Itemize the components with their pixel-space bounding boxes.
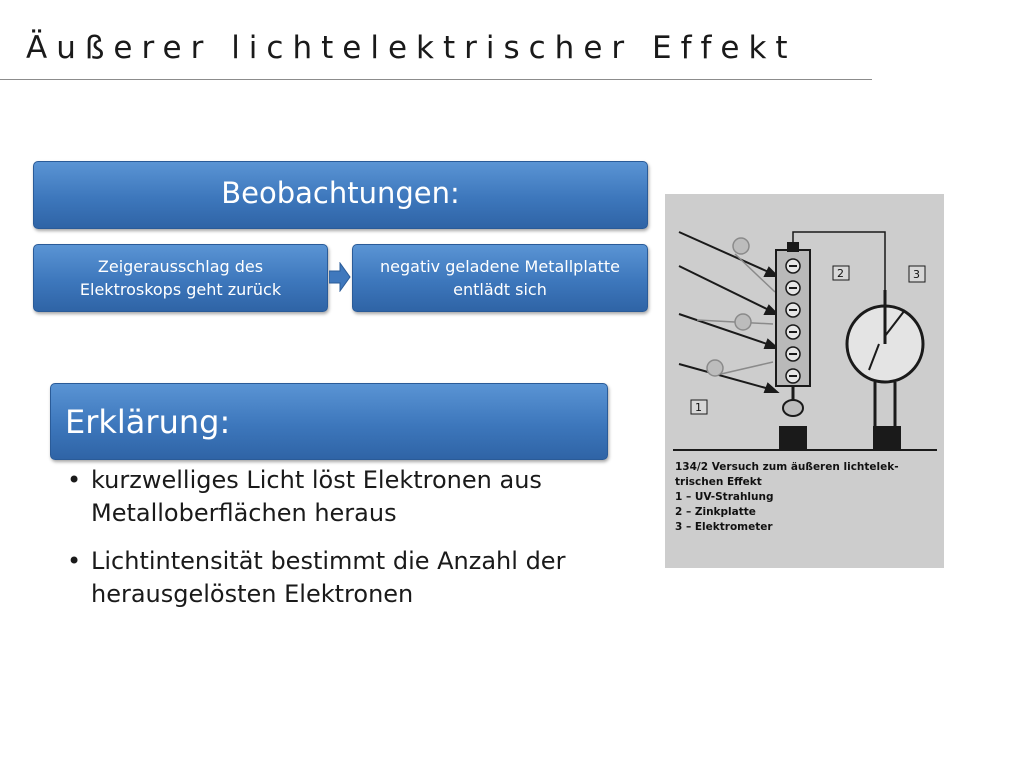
explanation-header-label: Erklärung:: [65, 402, 231, 441]
explanation-list: [67, 464, 607, 626]
caption-line: trischen Effekt: [675, 476, 762, 488]
caption-line: 2 – Zinkplatte: [675, 506, 756, 518]
experiment-figure: [665, 194, 944, 568]
title-divider: [0, 79, 872, 80]
caption-line: 3 – Elektrometer: [675, 521, 773, 533]
caption-line: 1 – UV-Strahlung: [675, 491, 774, 503]
figure-label-3: 3: [913, 268, 920, 281]
caption-line: 134/2 Versuch zum äußeren lichtelek-: [675, 461, 899, 473]
bullet-icon: •: [67, 466, 82, 494]
observations-header-label: Beobachtungen:: [221, 176, 460, 210]
observation-box-metalplate: [352, 244, 648, 312]
explanation-item: [67, 464, 607, 530]
figure-caption: [675, 460, 943, 535]
bullet-icon: •: [67, 547, 82, 575]
slide-title: Äußerer lichtelektrischer Effekt: [26, 30, 797, 66]
right-arrow-icon: [329, 262, 351, 292]
observation-text-metalplate: negativ geladene Metallplatte entlädt sich: [380, 257, 620, 299]
observations-header: [33, 161, 648, 229]
figure-label-1: 1: [695, 401, 702, 414]
explanation-item-text: kurzwelliges Licht löst Elektronen aus Metalloberflächen heraus: [91, 466, 542, 527]
observation-text-electroscope: Zeigerausschlag des Elektroskops geht zurück: [79, 257, 282, 299]
explanation-item-text: Lichtintensität bestimmt die Anzahl der herausgelösten Elektronen: [91, 547, 566, 608]
explanation-header: [50, 383, 608, 460]
observation-box-electroscope: [33, 244, 328, 312]
figure-label-2: 2: [837, 267, 844, 280]
explanation-item: [67, 545, 607, 611]
